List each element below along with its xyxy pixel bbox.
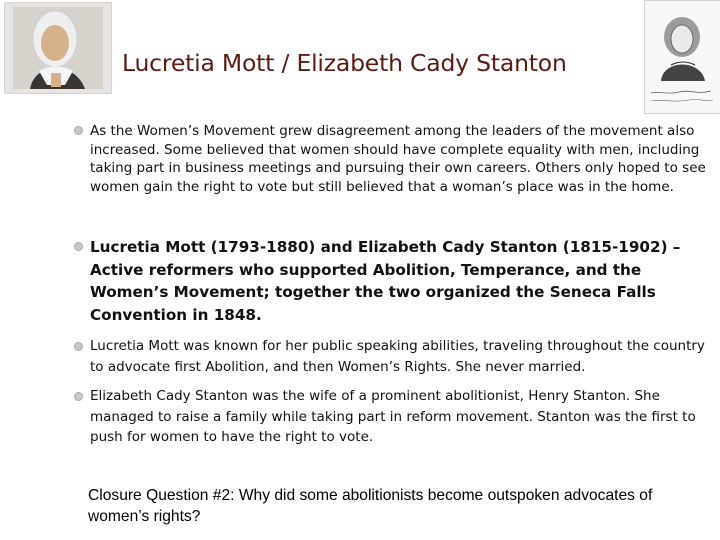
closure-question: Closure Question #2: Why did some abolitionists become outspoken advocates of women’s rights?: [88, 487, 653, 525]
bullet-dot-icon: [74, 242, 83, 251]
slide-title: Lucretia Mott / Elizabeth Cady Stanton: [122, 49, 567, 77]
bullet-dot-icon: [74, 392, 83, 401]
sketch-portrait-image: [645, 1, 720, 113]
bullet-text: Lucretia Mott (1793-1880) and Elizabeth Cady Stanton (1815-1902) – Active reformers who supported Abolition, Temperance, and the Women’s Movement; together the two organized the Seneca Falls Convention in 1848.: [90, 238, 681, 324]
bullet-text: Lucretia Mott was known for her public speaking abilities, traveling throughout the country to advocate first Abolition, and then Women’s Rights. She never married.: [90, 338, 705, 375]
bullet-text: Elizabeth Cady Stanton was the wife of a prominent abolitionist, Henry Stanton. She managed to raise a family while taking part in reform movement. Stanton was the first to push for women to have the right to vote.: [90, 388, 696, 445]
bullet-dot-icon: [74, 126, 83, 135]
lucretia-mott-portrait: [4, 2, 112, 94]
portrait-image: [5, 3, 111, 93]
bullet-text: As the Women’s Movement grew disagreement among the leaders of the movement also increased. Some believed that women should have complete equality with men, including taking part in business meetings and pursuing their own careers. Others only hoped to see women gain the right to vote but still believed that a woman’s place was in the home.: [90, 123, 706, 195]
bullet-dot-icon: [74, 342, 83, 351]
elizabeth-cady-stanton-sketch: [644, 0, 720, 114]
